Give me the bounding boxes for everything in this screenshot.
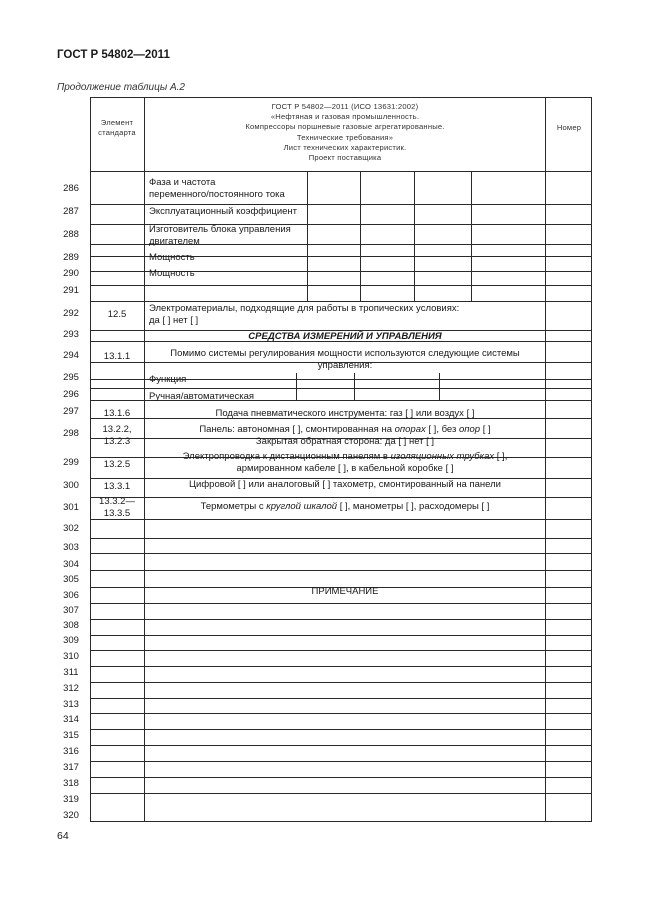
row-number: 297 xyxy=(63,406,79,417)
table-rule xyxy=(90,538,592,539)
table-rule xyxy=(90,682,592,683)
row-292-element: 12.5 xyxy=(107,309,127,320)
row-300-label: Цифровой [ ] или аналоговый [ ] тахометр, смонтированный на панели xyxy=(189,479,501,490)
table-rule xyxy=(90,635,592,636)
page-number: 64 xyxy=(57,830,69,842)
row-number: 291 xyxy=(63,285,79,296)
row-299-element: 13.2.5 xyxy=(103,459,131,470)
table-rule xyxy=(90,570,592,571)
row-number: 317 xyxy=(63,762,79,773)
row-296-label: Ручная/автоматическая xyxy=(149,391,255,402)
row-number: 295 xyxy=(63,372,79,383)
row-number: 294 xyxy=(63,350,79,361)
row-number: 312 xyxy=(63,683,79,694)
row-number: 313 xyxy=(63,699,79,710)
table-rule xyxy=(90,745,592,746)
row-number: 309 xyxy=(63,635,79,646)
table-rule xyxy=(90,553,592,554)
row-288-label: Изготовитель блока управления двигателем xyxy=(149,224,291,247)
table-rule xyxy=(296,373,297,400)
table-continuation-caption: Продолжение таблицы А.2 xyxy=(57,82,185,93)
table-rule xyxy=(471,171,472,301)
table-rule xyxy=(90,171,592,172)
row-299-label: Электропроводка к дистанционным панелям в изоляционных трубках [ ], армированном кабеле [ ], в кабельной коробке [ ] xyxy=(182,451,508,474)
row-number: 290 xyxy=(63,268,79,279)
row-298-label: Панель: автономная [ ], смонтированная на опорах [ ], без опор [ ] Закрытая обратная сторона: да [ ] нет [ ] xyxy=(199,424,491,447)
column-header-element: Элемент стандарта xyxy=(98,118,136,138)
table-rule xyxy=(90,761,592,762)
note-heading: ПРИМЕЧАНИЕ xyxy=(311,586,379,597)
table-rule xyxy=(90,603,592,604)
column-header-number: Номер xyxy=(556,123,582,132)
table-rule xyxy=(90,97,592,98)
row-295-label: Функция xyxy=(149,374,187,385)
row-number: 293 xyxy=(63,329,79,340)
row-number: 289 xyxy=(63,252,79,263)
table-rule xyxy=(90,650,592,651)
row-300-element: 13.3.1 xyxy=(103,481,131,492)
row-286-label: Фаза и частота переменного/постоянного тока xyxy=(149,177,285,200)
table-rule xyxy=(90,497,592,498)
table-rule xyxy=(90,793,592,794)
table-rule xyxy=(439,373,440,400)
table-rule xyxy=(90,666,592,667)
table-rule xyxy=(90,204,592,205)
row-number: 292 xyxy=(63,308,79,319)
row-289-label: Мощность xyxy=(149,252,195,263)
row-301-element: 13.3.2— 13.3.5 xyxy=(99,496,135,519)
table-rule xyxy=(360,171,361,301)
table-rule xyxy=(90,301,592,302)
row-294-label: Помимо системы регулирования мощности используются следующие системы управления: xyxy=(170,348,520,371)
row-number: 296 xyxy=(63,389,79,400)
row-number: 302 xyxy=(63,523,79,534)
table-rule xyxy=(414,171,415,301)
row-number: 298 xyxy=(63,428,79,439)
row-number: 288 xyxy=(63,229,79,240)
row-number: 314 xyxy=(63,714,79,725)
row-290-label: Мощность xyxy=(149,268,195,279)
column-header-title: ГОСТ Р 54802—2011 (ИСО 13631:2002) «Нефтяная и газовая промышленность. Компрессоры поршневые газовые агрегатированные. Технические требования» Лист технических характеристик. Проект поставщика xyxy=(245,102,445,163)
table-rule xyxy=(90,821,592,822)
table-rule xyxy=(90,777,592,778)
row-294-element: 13.1.1 xyxy=(103,351,131,362)
table-rule xyxy=(90,619,592,620)
row-301-label: Термометры с круглой шкалой [ ], манометры [ ], расходомеры [ ] xyxy=(200,501,490,512)
row-number: 301 xyxy=(63,502,79,513)
row-number: 299 xyxy=(63,457,79,468)
row-number: 304 xyxy=(63,559,79,570)
row-number: 303 xyxy=(63,542,79,553)
row-number: 315 xyxy=(63,730,79,741)
table-rule xyxy=(90,698,592,699)
row-number: 308 xyxy=(63,620,79,631)
table-rule xyxy=(90,519,592,520)
row-298-element: 13.2.2, 13.2.3 xyxy=(102,424,132,447)
table-rule xyxy=(90,713,592,714)
table-rule xyxy=(307,171,308,301)
row-297-label: Подача пневматического инструмента: газ [ ] или воздух [ ] xyxy=(215,408,475,419)
row-number: 307 xyxy=(63,605,79,616)
document-header: ГОСТ Р 54802—2011 xyxy=(57,49,170,61)
row-292-label: Электроматериалы, подходящие для работы в тропических условиях: да [ ] нет [ ] xyxy=(149,303,460,326)
row-287-label: Эксплуатационный коэффициент xyxy=(149,206,298,217)
section-heading: СРЕДСТВА ИЗМЕРЕНИЙ И УПРАВЛЕНИЯ xyxy=(248,331,442,342)
row-number: 319 xyxy=(63,794,79,805)
row-number: 306 xyxy=(63,590,79,601)
row-number: 300 xyxy=(63,480,79,491)
row-number: 318 xyxy=(63,778,79,789)
row-number: 316 xyxy=(63,746,79,757)
table-rule xyxy=(354,373,355,400)
row-number: 311 xyxy=(63,667,79,678)
row-number: 286 xyxy=(63,183,79,194)
table-rule xyxy=(90,388,592,389)
row-number: 320 xyxy=(63,810,79,821)
row-number: 287 xyxy=(63,206,79,217)
table-rule xyxy=(90,285,592,286)
table-rule xyxy=(90,729,592,730)
row-number: 310 xyxy=(63,651,79,662)
row-297-element: 13.1.6 xyxy=(103,408,131,419)
row-number: 305 xyxy=(63,574,79,585)
